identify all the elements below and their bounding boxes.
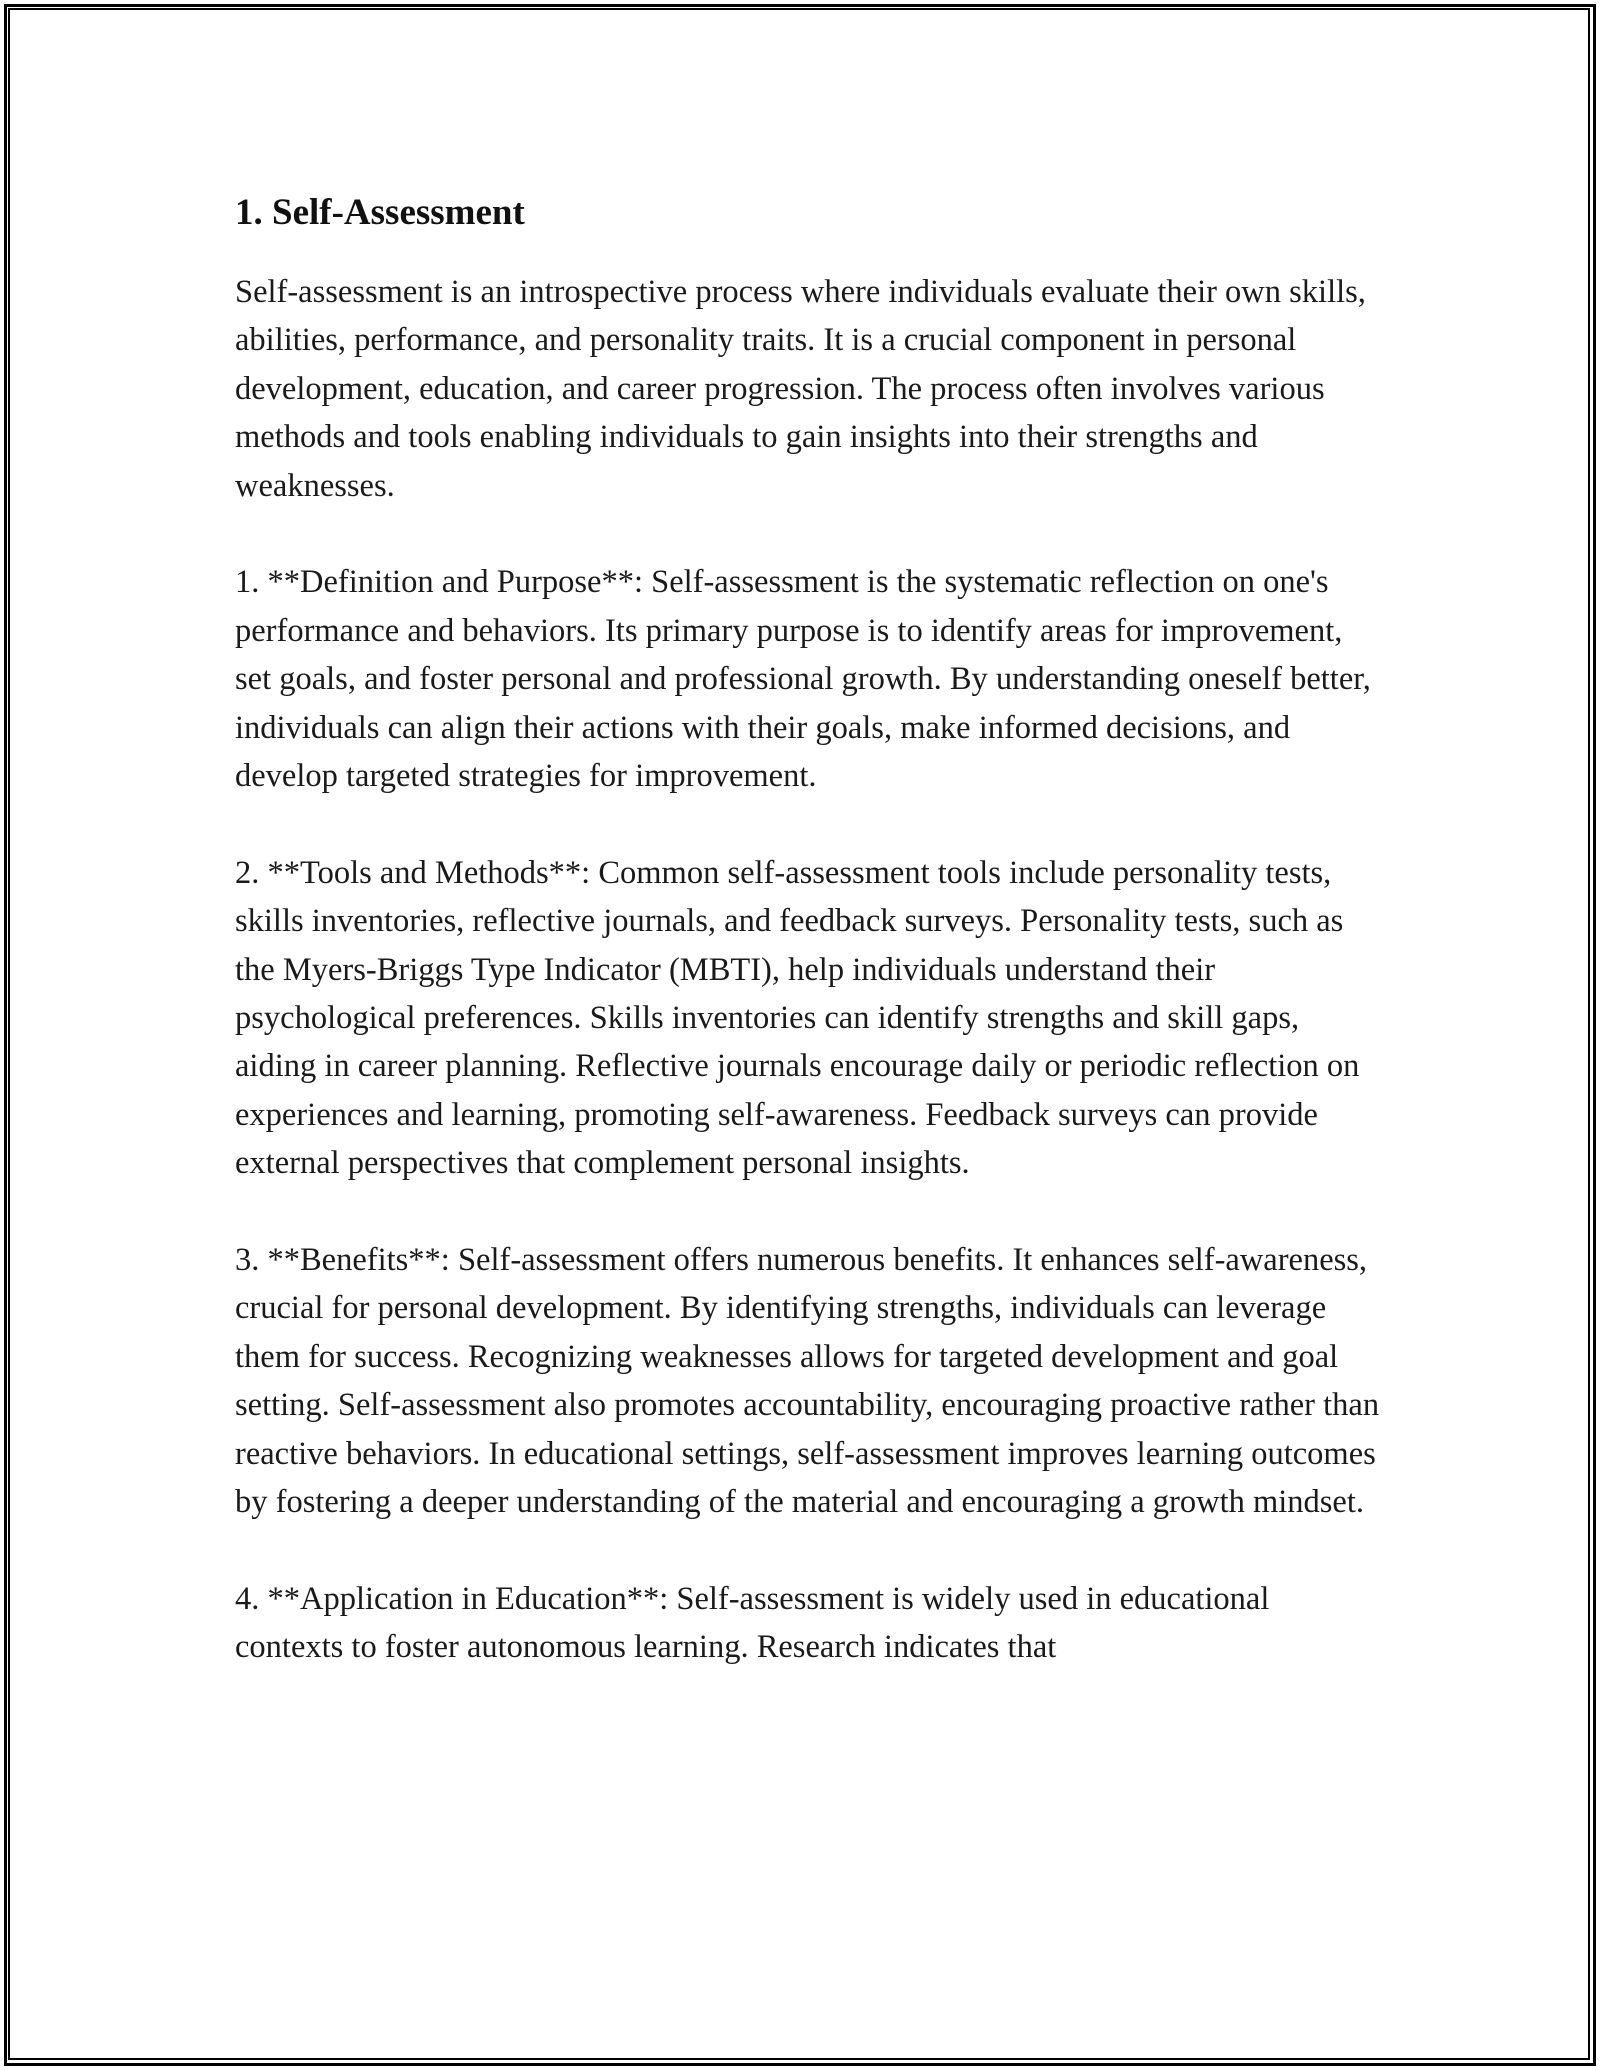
section-heading: 1. Self-Assessment <box>235 192 525 233</box>
education-paragraph: 4. **Application in Education**: Self-assessment is widely used in educational contexts to foster autonomous learning. Research indicates that <box>235 1580 1270 1666</box>
tools-paragraph: 2. **Tools and Methods**: Common self-assessment tools include personality tests, skills inventories, reflective journals, and feedback surveys. Personality tests, such as the Myers-Briggs Type Indicator (MBTI), help individuals understand their psychological preferences. Skills inventories can identify strengths and skill gaps, aiding in career planning. Reflective journals encourage daily or periodic reflection on experiences and learning, promoting self-awareness. Feedback surveys can provide external perspectives that complement personal insights. <box>235 854 1360 1182</box>
benefits-paragraph: 3. **Benefits**: Self-assessment offers numerous benefits. It enhances self-awareness, crucial for personal development. By identifying strengths, individuals can leverage them for success. Recognizing weaknesses allows for targeted development and goal setting. Self-assessment also promotes accountability, encouraging proactive rather than reactive behaviors. In educational settings, self-assessment improves learning outcomes by fostering a deeper understanding of the material and encouraging a growth mindset. <box>235 1242 1380 1521</box>
document-body <box>235 182 1385 1720</box>
definition-paragraph: 1. **Definition and Purpose**: Self-assessment is the systematic reflection on one's performance and behaviors. Its primary purpose is to identify areas for improvement, set goals, and foster personal and professional growth. By understanding oneself better, individuals can align their actions with their goals, make informed decisions, and develop targeted strategies for improvement. <box>235 564 1371 795</box>
intro-paragraph: Self-assessment is an introspective process where individuals evaluate their own skills, abilities, performance, and personality traits. It is a crucial component in personal development, education, and career progression. The process often involves various methods and tools enabling individuals to gain insights into their strengths and weaknesses. <box>235 274 1366 504</box>
